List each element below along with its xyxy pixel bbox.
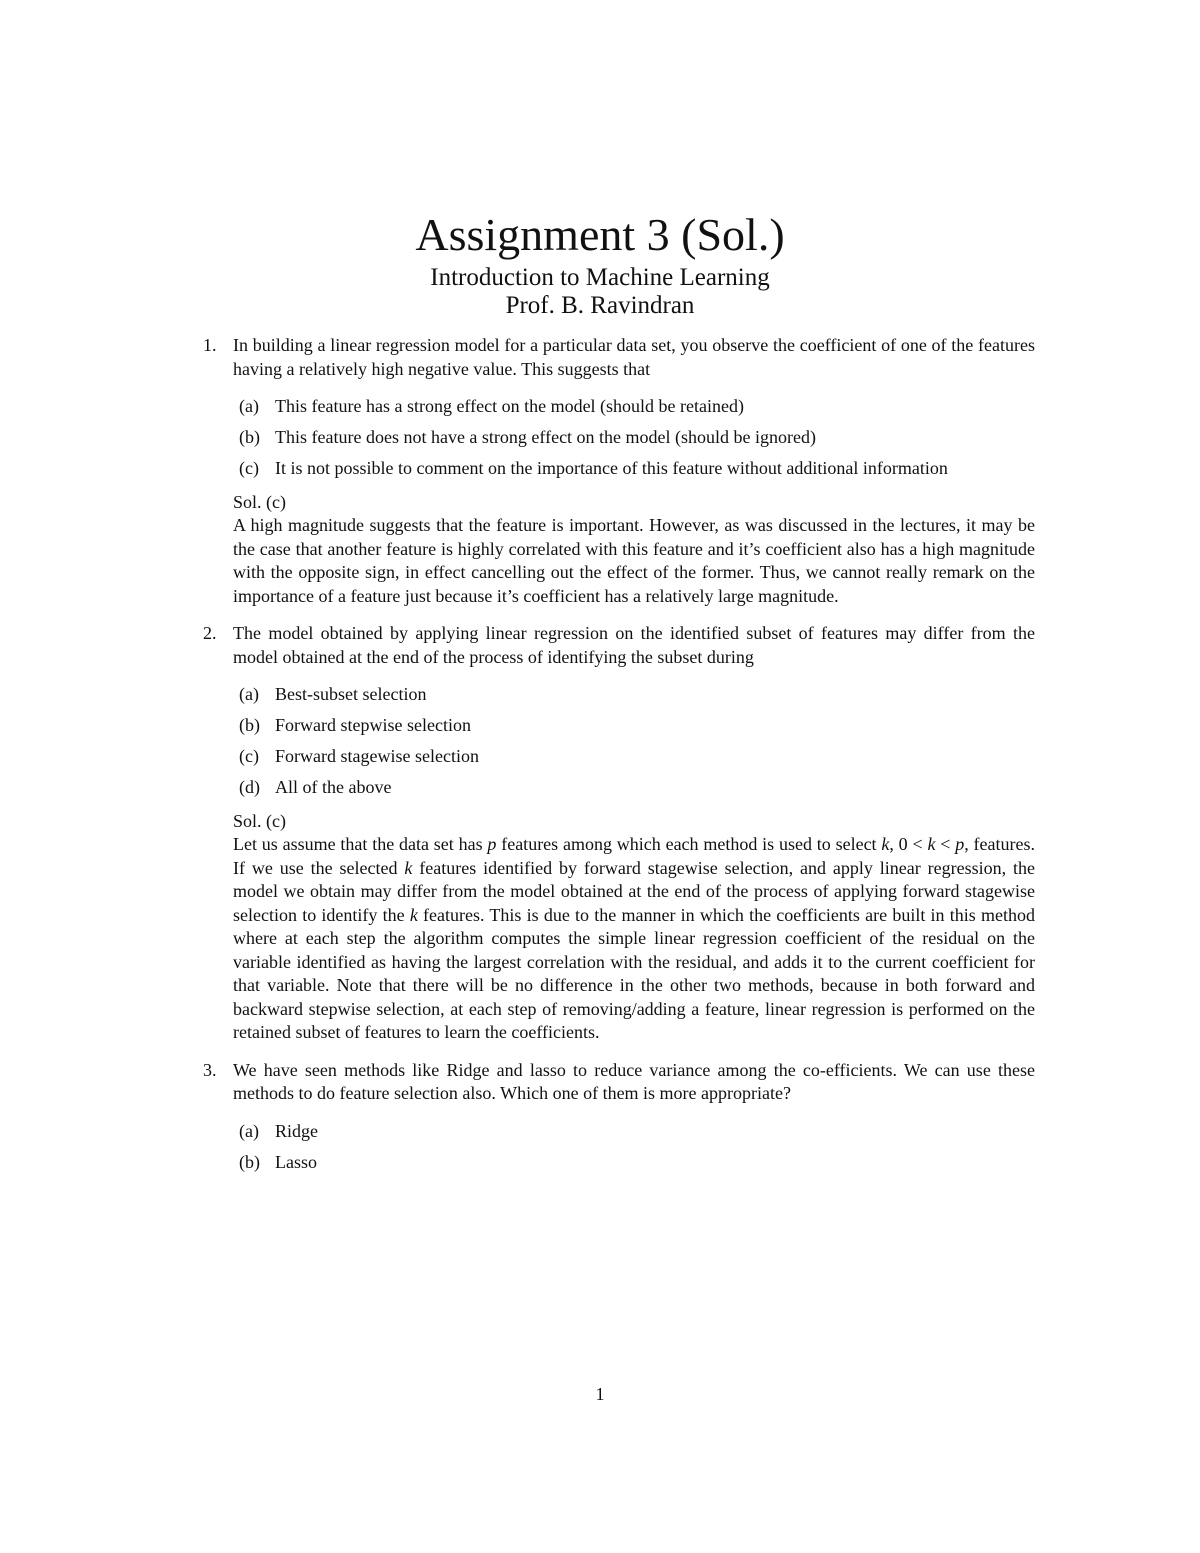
option-text: Ridge [275, 1120, 318, 1141]
option-text: Lasso [275, 1151, 317, 1172]
option-c [233, 457, 1035, 481]
option-label: (a) [239, 396, 259, 416]
math-variable: k [404, 857, 413, 878]
solution-fragment: , features. If we use the selected [233, 834, 1036, 878]
option-b [233, 714, 1035, 738]
option-text: All of the above [275, 777, 392, 797]
question-text: We have seen methods like Ridge and lasso to reduce variance among the co-efficients. We can use these methods to do feature selection also. Which one of them is more appropriate? [233, 1059, 1035, 1103]
math-variable: p [955, 834, 965, 854]
option-label: (d) [239, 777, 260, 797]
option-list [233, 395, 1035, 481]
solution-text [233, 833, 1035, 1045]
question-2 [200, 622, 1035, 1045]
option-list [233, 683, 1035, 800]
math-variable: p [487, 834, 497, 854]
option-label: (a) [239, 684, 259, 704]
option-text: Forward stepwise selection [275, 715, 471, 735]
option-text: This feature does not have a strong effect on the model (should be ignored) [275, 427, 817, 447]
question-text: The model obtained by applying linear regression on the identified subset of features may differ from the model obtained at the end of the process of identifying the subset during [233, 623, 1035, 667]
option-label: (a) [239, 1120, 259, 1141]
question-number: 2. [203, 623, 217, 643]
option-c [233, 745, 1035, 769]
option-b [233, 1151, 1035, 1175]
solution-fragment: features identified by forward stagewise selection, and apply linear regression, the model we obtain may differ from the model obtained at the end of the process of applying forward stagewise selection to identify the [233, 857, 1035, 925]
solution-label: Sol. (c) [233, 810, 286, 831]
option-label: (b) [239, 715, 260, 735]
option-text: Best-subset selection [275, 684, 427, 704]
option-label: (c) [239, 746, 259, 766]
question-text: In building a linear regression model for a particular data set, you observe the coefficient of one of the features having a relatively high negative value. This suggests that [233, 335, 1035, 379]
option-label: (b) [239, 1151, 260, 1172]
course-name: Introduction to Machine Learning [430, 264, 770, 291]
question-number: 1. [203, 335, 217, 355]
option-text: Forward stagewise selection [275, 746, 479, 766]
option-a [233, 1120, 1035, 1144]
math-variable: k [881, 834, 890, 854]
option-a [233, 395, 1035, 419]
question-number: 3. [203, 1059, 217, 1080]
option-text: This feature has a strong effect on the model (should be retained) [275, 396, 745, 416]
option-d [233, 776, 1035, 800]
solution-text: A high magnitude suggests that the feature is important. However, as was discussed in the lectures, it may be the case that another feature is highly correlated with this feature and it’s coefficient also has a high magnitude with the opposite sign, in effect cancelling out the effect of the former. Thus, we cannot really remark on the importance of a feature just because it’s coefficient has a relatively large magnitude. [233, 515, 1035, 606]
math-variable: k [409, 904, 418, 925]
option-a [233, 683, 1035, 707]
option-b [233, 426, 1035, 450]
option-list [233, 1120, 1035, 1175]
document-body [200, 334, 1035, 1184]
page-number: 1 [595, 1384, 605, 1404]
document-header [0, 206, 1200, 320]
math-variable: k [927, 834, 936, 854]
option-text: It is not possible to comment on the importance of this feature without additional information [275, 458, 948, 478]
solution-fragment: features. This is due to the manner in which the coefficients are built in this method where at each step the algorithm computes the simple linear regression coefficient of the residual on the variable identified as having the largest correlation with the residual, and adds it to the current coefficient for that variable. Note that there will be no difference in the other two methods, because in both forward and backward stepwise selection, at each step of removing/adding a feature, linear regression is performed on the retained subset of features to learn the coefficients. [233, 904, 1035, 1042]
solution-fragment: Let us assume that the data set has [233, 834, 488, 854]
solution-fragment: features among which each method is used to select [496, 834, 882, 854]
solution-fragment: , 0 < [889, 834, 928, 854]
solution-label: Sol. (c) [233, 491, 286, 512]
question-1 [200, 334, 1035, 608]
instructor-name: Prof. B. Ravindran [505, 292, 695, 319]
solution-fragment: < [935, 834, 956, 854]
option-label: (b) [239, 427, 260, 447]
question-3 [200, 1059, 1035, 1175]
document-title: Assignment 3 (Sol.) [415, 209, 785, 260]
option-label: (c) [239, 458, 259, 478]
